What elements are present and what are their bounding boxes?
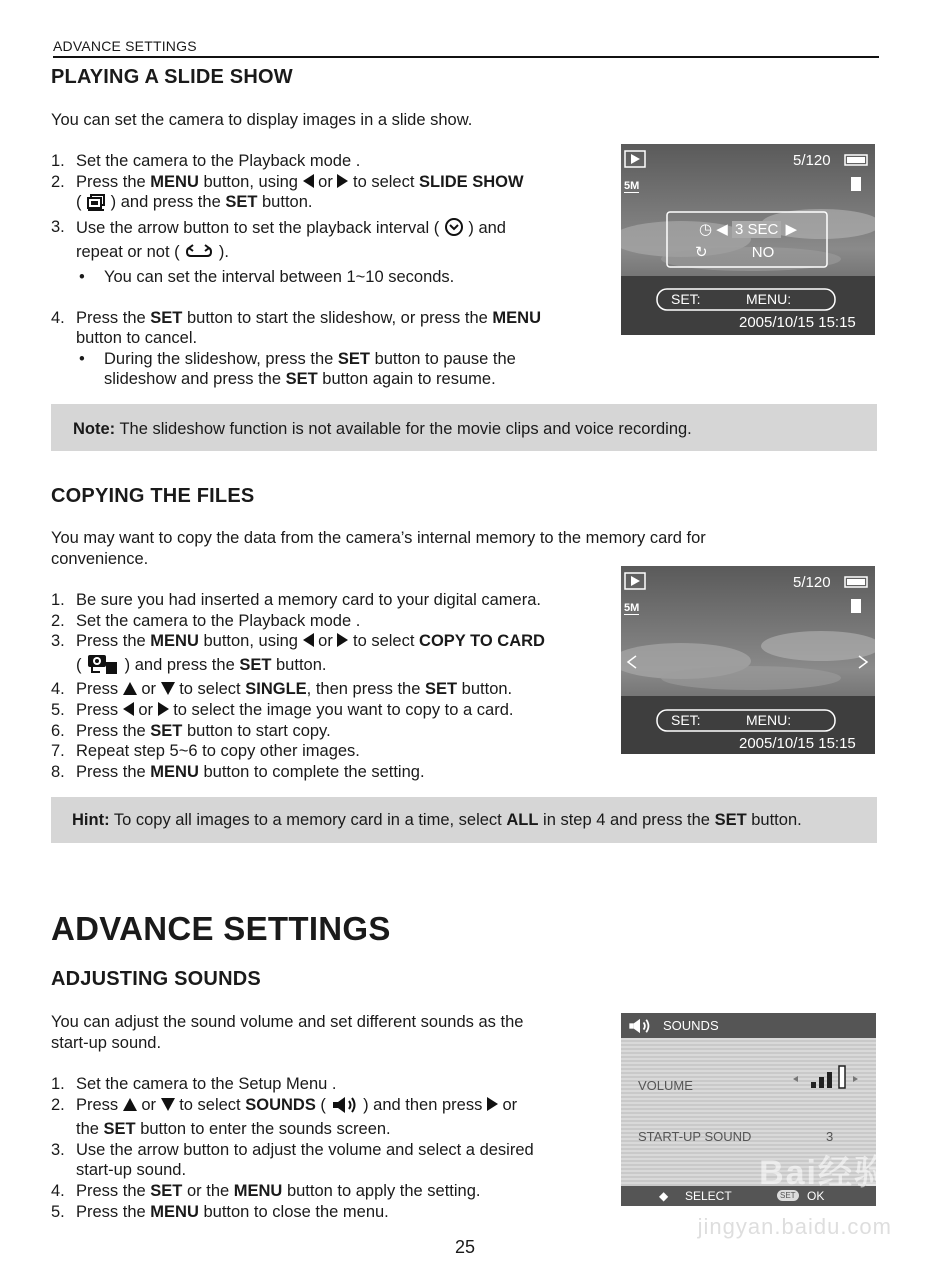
list-item: 2. Press or to select SOUNDS ( ) and then press or the SET button to enter the sounds screen.	[51, 1095, 518, 1139]
camera-screen-slideshow	[621, 144, 875, 335]
bullet-item: • You can set the interval between 1~10 seconds.	[79, 267, 455, 286]
page-number: 25	[454, 1237, 476, 1257]
up-arrow-icon	[123, 682, 137, 695]
image-counter: 5/120	[793, 574, 831, 591]
datetime: 2005/10/15 15:15	[739, 314, 856, 331]
list-item: 4. Press or to select SINGLE, then press the SET button.	[51, 680, 513, 699]
left-arrow-icon	[123, 702, 134, 716]
right-arrow-icon	[337, 633, 348, 647]
repeat-value: NO	[751, 244, 775, 261]
down-arrow-icon	[161, 682, 175, 695]
bullet-item: • During the slideshow, press the SET button to pause the slideshow and press the SET button again to resume.	[79, 349, 516, 389]
datetime: 2005/10/15 15:15	[739, 735, 856, 752]
up-arrow-icon	[123, 1098, 137, 1111]
note-box	[51, 404, 877, 451]
list-item: 1. Set the camera to the Playback mode .	[51, 152, 361, 170]
speaker-icon	[331, 1096, 359, 1120]
copy-to-card-icon	[86, 652, 120, 680]
startup-sound-label: START-UP SOUND	[638, 1129, 752, 1144]
interval-value: 3 SEC	[732, 221, 781, 238]
list-item: 2. Set the camera to the Playback mode .	[51, 611, 361, 630]
watermark-logo: Bai经验	[759, 1154, 890, 1192]
right-arrow-icon	[158, 702, 169, 716]
list-item: 1. Set the camera to the Setup Menu .	[51, 1075, 337, 1093]
list-item: 4. Press the SET button to start the slideshow, or press the MENU button to cancel. • During the slideshow, press the SET button to pause the slideshow and press the SET button again to resume.	[51, 308, 611, 390]
sounds-intro: You can adjust the sound volume and set different sounds as the start-up sound.	[51, 1013, 524, 1052]
slideshow-icon	[86, 194, 106, 217]
list-item: 7. Repeat step 5~6 to copy other images.	[51, 742, 360, 761]
select-hint: SELECT	[685, 1189, 732, 1203]
list-item: 5. Press or to select the image you want to copy to a card.	[51, 700, 514, 719]
note-label: Note:	[73, 420, 116, 438]
volume-label: VOLUME	[638, 1078, 693, 1093]
right-arrow-icon	[337, 174, 348, 188]
left-arrow-icon	[303, 174, 314, 188]
menu-hint: MENU:	[746, 291, 792, 307]
sounds-title-bar	[621, 1013, 876, 1038]
interval-row: ◷ ◀ 3 SEC ▶	[699, 221, 798, 238]
copy-intro: You may want to copy the data from the camera’s internal memory to the memory card for convenience.	[51, 529, 706, 568]
copy-steps	[51, 590, 611, 782]
repeat-icon	[184, 243, 214, 267]
ok-hint: OK	[807, 1189, 825, 1203]
header-rule	[53, 56, 879, 58]
startup-sound-value: 3	[826, 1129, 834, 1144]
set-hint: SET:	[671, 291, 701, 307]
left-arrow-icon	[303, 633, 314, 647]
down-arrow-icon	[161, 1098, 175, 1111]
dpad-icon: ◆	[659, 1189, 669, 1203]
right-arrow-icon	[487, 1097, 498, 1111]
slideshow-steps	[51, 151, 611, 390]
section-title-copy: COPYING THE FILES	[51, 485, 255, 507]
volume-meter-graphic	[791, 1065, 861, 1091]
list-item: 1. Be sure you had inserted a memory card to your digital camera.	[51, 591, 541, 609]
list-item: 3. Use the arrow button to set the playback interval ( ) and repeat or not ( ). • You can set the interval between 1~10 seconds.	[51, 217, 611, 288]
slideshow-intro: You can set the camera to display images in a slide show.	[51, 111, 473, 129]
sounds-title: SOUNDS	[663, 1018, 719, 1033]
section-title-sounds: ADJUSTING SOUNDS	[51, 968, 261, 990]
list-item: 2. Press the MENU button, using or to select SLIDE SHOW ( ) and press the SET button.	[51, 172, 611, 217]
hint-box: Hint: To copy all images to a memory card in a time, select ALL in step 4 and press the SET button.	[51, 797, 877, 843]
list-item: 3. Use the arrow button to adjust the volume and select a desired start-up sound.	[51, 1140, 534, 1180]
volume-meter	[791, 1065, 861, 1091]
hint-label: Hint:	[72, 811, 110, 829]
note-text: The slideshow function is not available for the movie clips and voice recording.	[115, 420, 692, 438]
chapter-title: ADVANCE SETTINGS	[51, 910, 391, 947]
section-title-slideshow: PLAYING A SLIDE SHOW	[51, 66, 293, 88]
speaker-icon	[627, 1018, 653, 1039]
list-item: 8. Press the MENU button to complete the setting.	[51, 762, 425, 781]
resolution-badge: 5M	[624, 180, 640, 192]
list-item: 6. Press the SET button to start copy.	[51, 721, 331, 740]
image-counter: 5/120	[793, 152, 831, 169]
list-item: 3. Press the MENU button, using or to select COPY TO CARD ( ) and press the SET button.	[51, 631, 611, 679]
set-hint: SET:	[671, 712, 701, 728]
menu-hint: MENU:	[746, 712, 792, 728]
repeat-row: ↻ NO	[695, 244, 775, 261]
watermark-url: jingyan.baidu.com	[697, 1214, 892, 1239]
camera-screen-copy	[621, 566, 875, 754]
list-item: 5. Press the MENU button to close the menu.	[51, 1202, 389, 1221]
timer-icon	[444, 217, 464, 243]
list-item: 4. Press the SET or the MENU button to apply the setting.	[51, 1181, 481, 1200]
sounds-steps	[51, 1074, 611, 1222]
resolution-badge: 5M	[624, 602, 640, 614]
running-header: ADVANCE SETTINGS	[53, 38, 197, 54]
set-key-badge: SET	[777, 1190, 799, 1201]
